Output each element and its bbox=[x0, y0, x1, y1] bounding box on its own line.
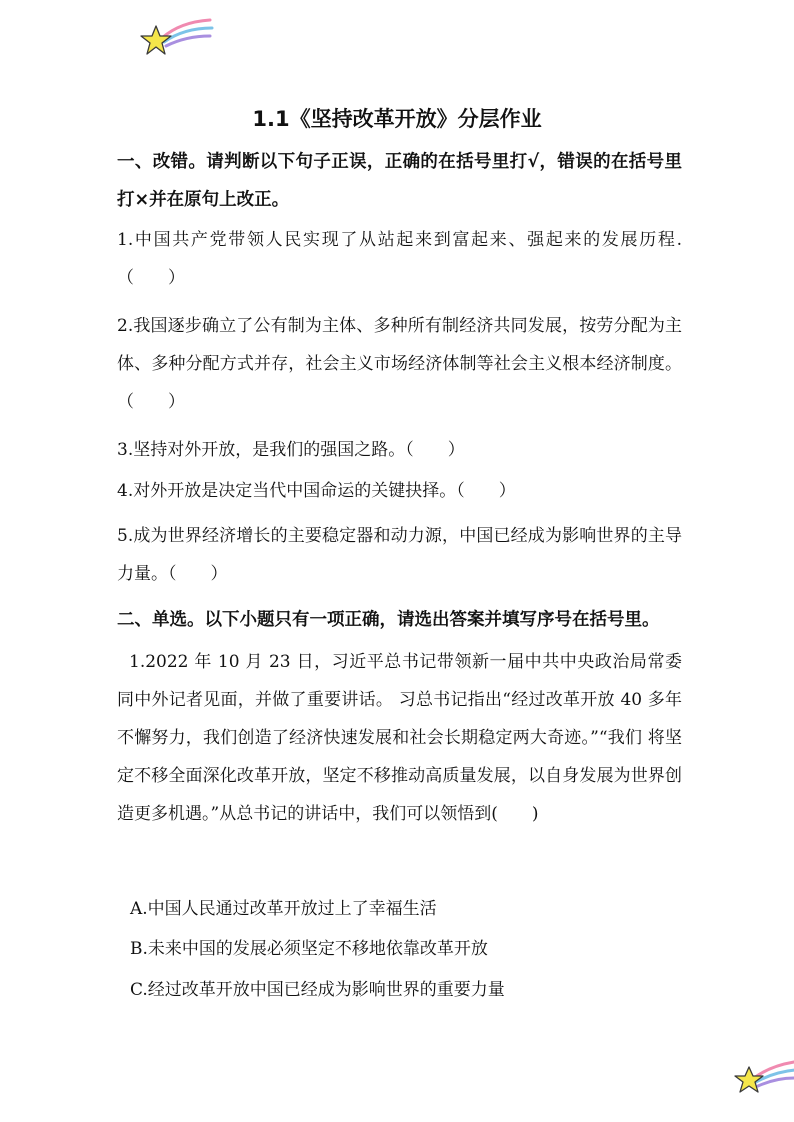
section1-heading: 一、改错。请判断以下句子正误，正确的在括号里打√，错误的在括号里打×并在原句上改正。 bbox=[117, 152, 682, 210]
shooting-star-icon bbox=[734, 1058, 794, 1098]
judge-item-1: 1.中国共产党带领人民实现了从站起来到富起来、强起来的发展历程.（ ） bbox=[117, 230, 682, 288]
judge-item-4: 4.对外开放是决定当代中国命运的关键抉择。（ ） bbox=[117, 481, 516, 501]
option-c: C.经过改革开放中国已经成为影响世界的重要力量 bbox=[130, 980, 505, 1000]
shooting-star-icon bbox=[140, 16, 214, 62]
judge-item-5: 5.成为世界经济增长的主要稳定器和动力源，中国已经成为影响世界的主导力量。（ ） bbox=[117, 526, 682, 584]
option-a: A.中国人民通过改革开放过上了幸福生活 bbox=[130, 899, 437, 919]
question-1: 1.2022 年 10 月 23 日，习近平总书记带领新一届中共中央政治局常委同中外记者见面，并做了重要讲话。 习总书记指出“经过改革开放 40 多年不懈努力，我们创造了经济快速发展和社会长期稳定两大奇迹。”“我们 将坚定不移全面深化改革开放，坚定不移推动高质量发展，以自身发展为世界创造更多机遇。”从总书记的讲话中，我们可以领悟到( ) bbox=[117, 652, 682, 824]
page-title: 1.1《坚持改革开放》分层作业 bbox=[252, 107, 542, 131]
option-b: B.未来中国的发展必须坚定不移地依靠改革开放 bbox=[130, 939, 488, 959]
section2-heading: 二、单选。以下小题只有一项正确，请选出答案并填写序号在括号里。 bbox=[117, 610, 660, 630]
judge-item-3: 3.坚持对外开放，是我们的强国之路。（ ） bbox=[117, 440, 465, 460]
judge-item-2: 2.我国逐步确立了公有制为主体、多种所有制经济共同发展，按劳分配为主体、多种分配方式并存，社会主义市场经济体制等社会主义根本经济制度。（ ） bbox=[117, 316, 682, 412]
